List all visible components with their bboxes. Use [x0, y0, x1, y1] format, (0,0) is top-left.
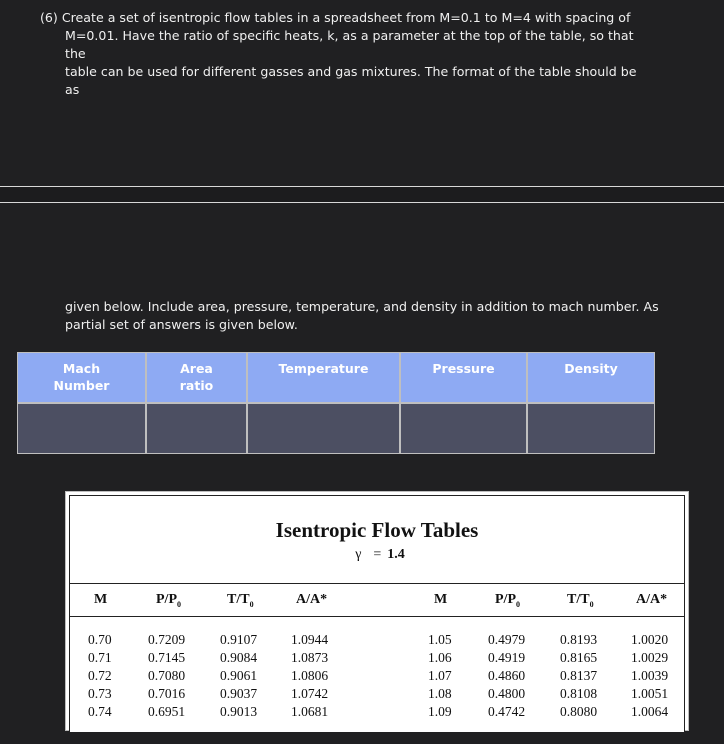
- answer-table: [17, 352, 655, 454]
- header-bottom-line: [70, 616, 684, 617]
- col-head-a-left: A/A*: [296, 592, 328, 607]
- col-t-right: 0.8193 0.8165 0.8137 0.8108 0.8080: [560, 632, 598, 719]
- header-pressure: Pressure: [401, 353, 526, 402]
- header-top-line: [70, 583, 684, 584]
- col-head-t-left: $T/T_0$: [227, 592, 254, 609]
- col-head-m-right: M: [434, 592, 448, 607]
- header-mach-number: Mach Number: [18, 353, 145, 402]
- answer-cell-temperature[interactable]: [248, 404, 399, 453]
- problem-line-3: table can be used for different gasses and gas mixtures. The format of the table should be as: [65, 64, 637, 97]
- col-p-right: 0.4979 0.4919 0.4860 0.4800 0.4742: [488, 632, 526, 719]
- problem-line-2: M=0.01. Have the ratio of specific heats, k, as a parameter at the top of the table, so that the: [65, 28, 634, 61]
- page-divider: [0, 186, 724, 203]
- col-a-left: 1.0944 1.0873 1.0806 1.0742 1.0681: [291, 632, 329, 719]
- isentropic-table-image: [65, 491, 689, 731]
- answer-cell-mach[interactable]: [18, 404, 145, 453]
- answer-cell-pressure[interactable]: [401, 404, 526, 453]
- problem-text-top: [40, 9, 640, 99]
- problem-text-bottom: [65, 298, 665, 334]
- answer-cell-area[interactable]: [147, 404, 246, 453]
- col-head-p-left: $P/P_0$: [156, 592, 181, 609]
- col-p-left: 0.7209 0.7145 0.7080 0.7016 0.6951: [148, 632, 186, 719]
- col-head-a-right: A/A*: [636, 592, 668, 607]
- gamma-row: [70, 547, 684, 563]
- gamma-symbol: γ: [355, 547, 362, 562]
- gamma-value: 1.4: [387, 547, 405, 562]
- col-head-t-right: $T/T_0$: [567, 592, 594, 609]
- header-area-ratio: Area ratio: [147, 353, 246, 402]
- table-title: Isentropic Flow Tables: [275, 518, 479, 542]
- header-temperature: Temperature: [248, 353, 399, 402]
- col-m-right: 1.05 1.06 1.07 1.08 1.09: [428, 632, 452, 719]
- problem-line-5: partial set of answers is given below.: [65, 317, 298, 332]
- col-t-left: 0.9107 0.9084 0.9061 0.9037 0.9013: [220, 632, 258, 719]
- problem-line-1: (6) Create a set of isentropic flow tables in a spreadsheet from M=0.1 to M=4 with spacing of: [40, 10, 631, 25]
- answer-cell-density[interactable]: [528, 404, 654, 453]
- problem-line-4: given below. Include area, pressure, temperature, and density in addition to mach number. As: [65, 299, 659, 314]
- header-density: Density: [528, 353, 654, 402]
- col-head-m-left: M: [94, 592, 108, 607]
- col-a-right: 1.0020 1.0029 1.0039 1.0051 1.0064: [631, 632, 669, 719]
- gamma-equals: =: [373, 547, 382, 562]
- col-m-left: 0.70 0.71 0.72 0.73 0.74: [88, 632, 112, 719]
- col-head-p-right: $P/P_0$: [495, 592, 520, 609]
